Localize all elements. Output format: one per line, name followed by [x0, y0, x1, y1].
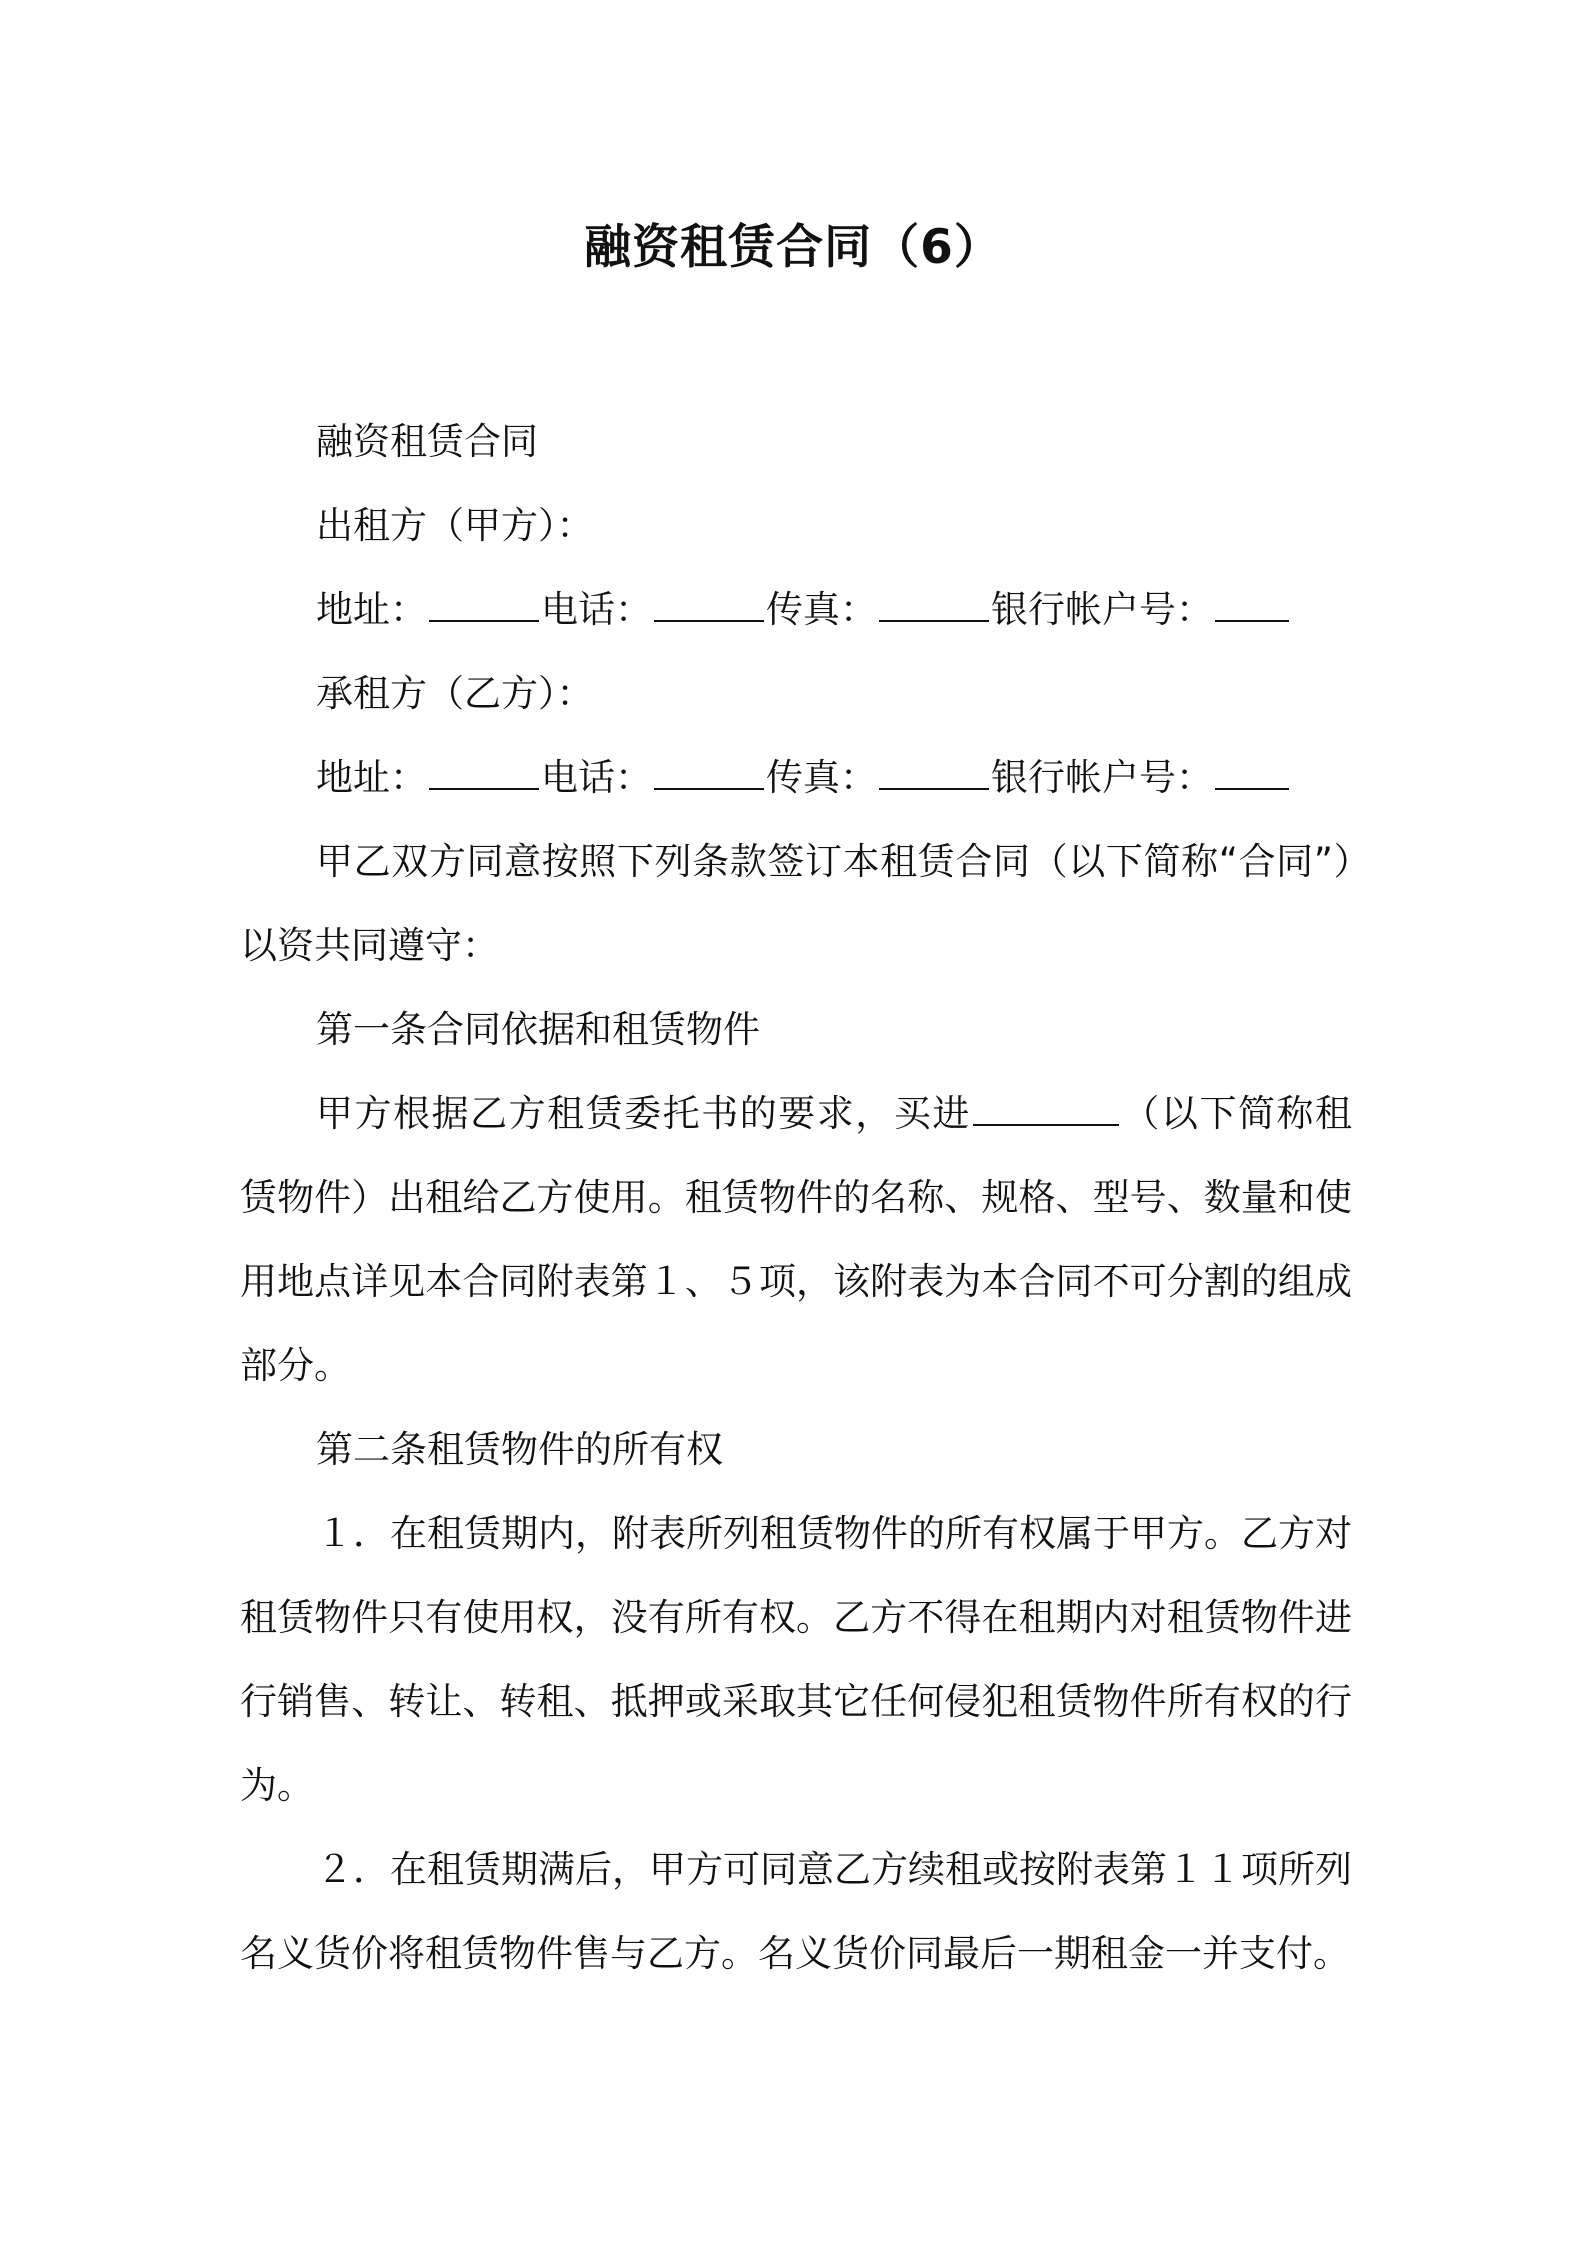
lessor-label: 出租方（甲方）：: [316, 504, 594, 547]
bank-account-label: 银行帐户号：: [991, 588, 1213, 631]
address-label: 地址：: [316, 756, 427, 799]
intro-paragraph: 甲乙双方同意按照下列条款签订本租赁合同（以下简称“合同”）以资共同遵守：: [240, 840, 1352, 967]
bank-account-blank: [1215, 787, 1289, 790]
bank-account-blank: [1215, 619, 1289, 622]
contract-subtitle: 融资租赁合同: [316, 420, 538, 463]
lessee-contact-line: [240, 736, 1352, 820]
bank-account-label: 银行帐户号：: [991, 756, 1213, 799]
phone-label: 电话：: [541, 756, 652, 799]
address-blank: [429, 619, 539, 622]
lessee-label: 承租方（乙方）：: [316, 672, 594, 715]
article1-paragraph: [240, 1072, 1352, 1408]
item-blank: [973, 1123, 1119, 1126]
fax-label: 传真：: [766, 588, 877, 631]
article2-clause1: １．在租赁期内，附表所列租赁物件的所有权属于甲方。乙方对租赁物件只有使用权，没有所有权。乙方不得在租期内对租赁物件进行销售、转让、转租、抵押或采取其它任何侵犯租赁物件所有权的行为。: [240, 1512, 1352, 1807]
fax-label: 传真：: [766, 756, 877, 799]
document-body: [240, 400, 1352, 1996]
fax-blank: [879, 787, 989, 790]
phone-label: 电话：: [541, 588, 652, 631]
article1-text-after: （以下简称租赁物件）出租给乙方使用。租赁物件的名称、规格、型号、数量和使用地点详见本合同附表第１、５项，该附表为本合同不可分割的组成部分。: [240, 1092, 1353, 1387]
article1-heading: 第一条合同依据和租赁物件: [316, 1008, 760, 1051]
address-label: 地址：: [316, 588, 427, 631]
phone-blank: [654, 619, 764, 622]
article2-heading: 第二条租赁物件的所有权: [316, 1428, 723, 1471]
phone-blank: [654, 787, 764, 790]
document-title: 融资租赁合同（6）: [584, 220, 1002, 275]
lessor-contact-line: [240, 568, 1352, 652]
address-blank: [429, 787, 539, 790]
article2-clause2: ２．在租赁期满后，甲方可同意乙方续租或按附表第１１项所列名义货价将租赁物件售与乙方。名义货价同最后一期租金一并支付。: [240, 1848, 1352, 1975]
article1-text-before: 甲方根据乙方租赁委托书的要求，买进: [316, 1092, 971, 1135]
fax-blank: [879, 619, 989, 622]
